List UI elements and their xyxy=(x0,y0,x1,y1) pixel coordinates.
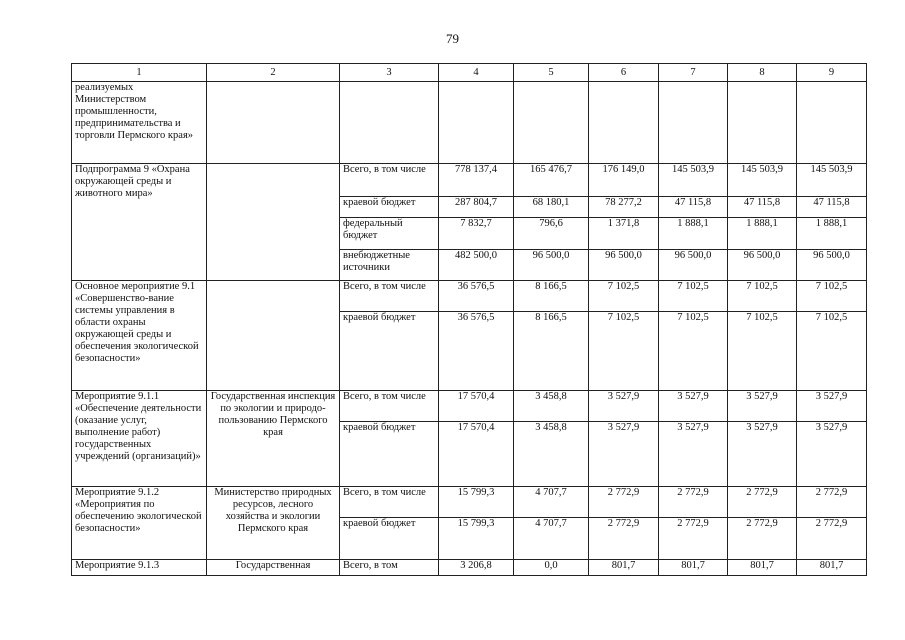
amount-cell: 287 804,7 xyxy=(439,197,514,218)
header-col-5: 5 xyxy=(514,64,589,82)
funding-source-cell: краевой бюджет xyxy=(340,197,439,218)
amount-cell: 96 500,0 xyxy=(514,250,589,281)
funding-source-cell: Всего, в том числе xyxy=(340,164,439,197)
amount-cell: 1 371,8 xyxy=(589,218,659,250)
header-row xyxy=(72,64,867,82)
amount-cell xyxy=(439,82,514,164)
header-col-3: 3 xyxy=(340,64,439,82)
amount-cell: 7 102,5 xyxy=(797,312,867,391)
amount-cell: 3 527,9 xyxy=(589,422,659,487)
amount-cell: 68 180,1 xyxy=(514,197,589,218)
amount-cell: 7 102,5 xyxy=(589,281,659,312)
amount-cell: 3 206,8 xyxy=(439,560,514,576)
table-row xyxy=(72,487,867,518)
funding-source-cell: Всего, в том числе xyxy=(340,487,439,518)
amount-cell: 36 576,5 xyxy=(439,281,514,312)
funding-source-cell: краевой бюджет xyxy=(340,312,439,391)
funding-source-cell xyxy=(340,82,439,164)
funding-source-cell: краевой бюджет xyxy=(340,518,439,560)
amount-cell: 15 799,3 xyxy=(439,518,514,560)
amount-cell: 2 772,9 xyxy=(659,487,728,518)
amount-cell: 145 503,9 xyxy=(659,164,728,197)
amount-cell: 17 570,4 xyxy=(439,422,514,487)
amount-cell: 36 576,5 xyxy=(439,312,514,391)
amount-cell: 2 772,9 xyxy=(797,518,867,560)
executor-cell xyxy=(207,82,340,164)
amount-cell: 482 500,0 xyxy=(439,250,514,281)
amount-cell: 2 772,9 xyxy=(589,518,659,560)
budget-table xyxy=(71,63,867,576)
amount-cell: 7 102,5 xyxy=(589,312,659,391)
amount-cell: 7 102,5 xyxy=(659,312,728,391)
funding-source-cell: Всего, в том xyxy=(340,560,439,576)
amount-cell: 801,7 xyxy=(589,560,659,576)
amount-cell: 3 527,9 xyxy=(797,422,867,487)
amount-cell: 4 707,7 xyxy=(514,487,589,518)
amount-cell: 176 149,0 xyxy=(589,164,659,197)
amount-cell: 15 799,3 xyxy=(439,487,514,518)
amount-cell: 8 166,5 xyxy=(514,312,589,391)
table-row xyxy=(72,391,867,422)
header-col-2: 2 xyxy=(207,64,340,82)
amount-cell: 7 102,5 xyxy=(728,312,797,391)
funding-source-cell: Всего, в том числе xyxy=(340,391,439,422)
amount-cell: 2 772,9 xyxy=(797,487,867,518)
table-row xyxy=(72,82,867,164)
header-col-7: 7 xyxy=(659,64,728,82)
amount-cell: 96 500,0 xyxy=(728,250,797,281)
amount-cell xyxy=(659,82,728,164)
amount-cell xyxy=(728,82,797,164)
amount-cell: 2 772,9 xyxy=(728,518,797,560)
amount-cell: 96 500,0 xyxy=(589,250,659,281)
funding-source-cell: Всего, в том числе xyxy=(340,281,439,312)
header-col-4: 4 xyxy=(439,64,514,82)
amount-cell: 3 527,9 xyxy=(728,391,797,422)
amount-cell: 3 527,9 xyxy=(589,391,659,422)
amount-cell xyxy=(514,82,589,164)
amount-cell: 778 137,4 xyxy=(439,164,514,197)
amount-cell: 2 772,9 xyxy=(659,518,728,560)
amount-cell: 96 500,0 xyxy=(797,250,867,281)
funding-source-cell: федеральный бюджет xyxy=(340,218,439,250)
table-body xyxy=(72,82,867,576)
header-col-1: 1 xyxy=(72,64,207,82)
executor-cell: Министерство природных ресурсов, лесного хозяйства и экологии Пермского края xyxy=(207,487,340,560)
page-number: 79 xyxy=(446,31,459,46)
amount-cell: 7 102,5 xyxy=(659,281,728,312)
funding-source-cell: краевой бюджет xyxy=(340,422,439,487)
executor-cell: Государственная инспекция по экологии и природо-пользованию Пермского края xyxy=(207,391,340,487)
header-col-8: 8 xyxy=(728,64,797,82)
amount-cell: 3 527,9 xyxy=(797,391,867,422)
table-row xyxy=(72,164,867,197)
amount-cell: 801,7 xyxy=(797,560,867,576)
amount-cell: 17 570,4 xyxy=(439,391,514,422)
amount-cell: 96 500,0 xyxy=(659,250,728,281)
amount-cell: 0,0 xyxy=(514,560,589,576)
amount-cell: 47 115,8 xyxy=(728,197,797,218)
amount-cell: 4 707,7 xyxy=(514,518,589,560)
amount-cell: 7 832,7 xyxy=(439,218,514,250)
amount-cell: 78 277,2 xyxy=(589,197,659,218)
amount-cell: 2 772,9 xyxy=(589,487,659,518)
executor-cell xyxy=(207,164,340,281)
amount-cell: 165 476,7 xyxy=(514,164,589,197)
amount-cell: 47 115,8 xyxy=(659,197,728,218)
amount-cell: 145 503,9 xyxy=(728,164,797,197)
amount-cell xyxy=(797,82,867,164)
amount-cell: 1 888,1 xyxy=(659,218,728,250)
amount-cell: 3 527,9 xyxy=(659,391,728,422)
executor-cell: Государственная xyxy=(207,560,340,576)
amount-cell: 3 458,8 xyxy=(514,422,589,487)
amount-cell: 7 102,5 xyxy=(728,281,797,312)
header-col-9: 9 xyxy=(797,64,867,82)
activity-name-cell: Основное мероприятие 9.1 «Совершенство-вание системы управления в области охраны окружающей среды и обеспечения экологической безопасности» xyxy=(72,281,207,391)
amount-cell: 145 503,9 xyxy=(797,164,867,197)
activity-name-cell: Подпрограмма 9 «Охрана окружающей среды и животного мира» xyxy=(72,164,207,281)
header-col-6: 6 xyxy=(589,64,659,82)
activity-name-cell: Мероприятие 9.1.3 xyxy=(72,560,207,576)
amount-cell: 2 772,9 xyxy=(728,487,797,518)
activity-name-cell: Мероприятие 9.1.2 «Мероприятия по обеспечению экологической безопасности» xyxy=(72,487,207,560)
amount-cell: 47 115,8 xyxy=(797,197,867,218)
executor-cell xyxy=(207,281,340,391)
amount-cell xyxy=(589,82,659,164)
amount-cell: 3 458,8 xyxy=(514,391,589,422)
amount-cell: 3 527,9 xyxy=(728,422,797,487)
table-row xyxy=(72,560,867,576)
activity-name-cell: реализуемых Министерством промышленности, предпринимательства и торговли Пермского края» xyxy=(72,82,207,164)
amount-cell: 7 102,5 xyxy=(797,281,867,312)
activity-name-cell: Мероприятие 9.1.1 «Обеспечение деятельности (оказание услуг, выполнение работ) государственных учреждений (организаций)» xyxy=(72,391,207,487)
amount-cell: 801,7 xyxy=(659,560,728,576)
amount-cell: 8 166,5 xyxy=(514,281,589,312)
table-row xyxy=(72,281,867,312)
amount-cell: 3 527,9 xyxy=(659,422,728,487)
amount-cell: 796,6 xyxy=(514,218,589,250)
funding-source-cell: внебюджетные источники xyxy=(340,250,439,281)
amount-cell: 1 888,1 xyxy=(728,218,797,250)
amount-cell: 1 888,1 xyxy=(797,218,867,250)
amount-cell: 801,7 xyxy=(728,560,797,576)
